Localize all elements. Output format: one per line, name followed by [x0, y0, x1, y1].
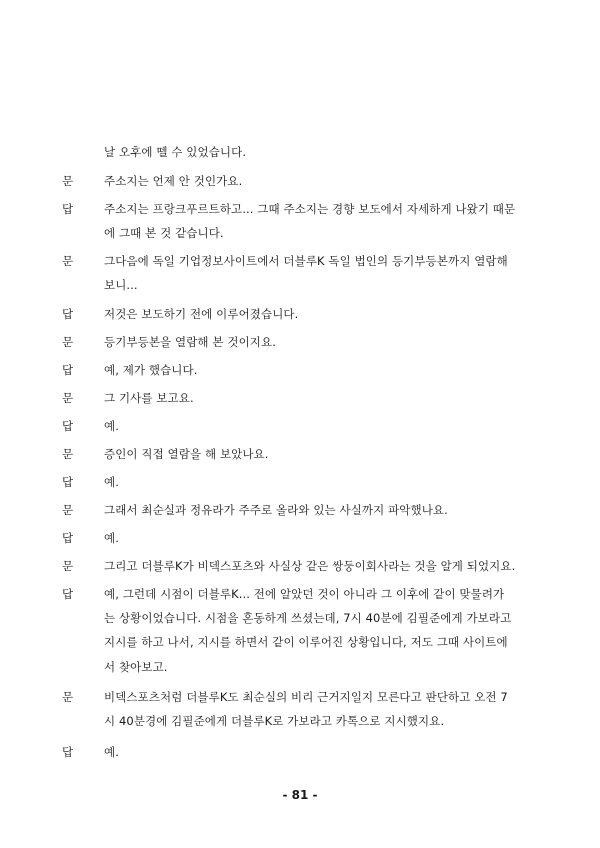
transcript-line: 지시를 하고 나서, 지시를 하면서 같이 이루어진 상황입니다, 저도 그때 사이트에 [104, 635, 508, 649]
transcript-line: 그다음에 독일 기업정보사이트에서 더블루K 독일 법인의 등기부등본까지 열람해 [104, 254, 508, 268]
speaker-label: 답 [62, 475, 74, 489]
speaker-label: 답 [62, 307, 74, 321]
speaker-label: 문 [62, 335, 74, 349]
speaker-label: 문 [62, 559, 74, 573]
speaker-label: 답 [62, 363, 74, 377]
transcript-line: 예. [104, 419, 119, 433]
transcript-line: 는 상황이었습니다. 시점을 혼동하게 쓰셨는데, 7시 40분에 김필준에게 가보라고 [104, 611, 512, 625]
transcript-line: 예, 그런데 시점이 더블루K... 전에 알았던 것이 아니라 그 이후에 같이 맞물려가 [104, 587, 505, 601]
speaker-label: 문 [62, 174, 74, 188]
transcript-line: 저것은 보도하기 전에 이루어졌습니다. [104, 307, 299, 321]
transcript-line: 에 그때 본 것 같습니다. [104, 226, 224, 240]
transcript-line: 보니... [104, 278, 138, 292]
speaker-label: 답 [62, 419, 74, 433]
page-number: - 81 - [282, 788, 318, 802]
transcript-line: 그래서 최순실과 정유라가 주주로 올라와 있는 사실까지 파악했나요. [104, 503, 448, 517]
transcript-line: 예, 제가 했습니다. [104, 363, 198, 377]
transcript-line: 시 40분경에 김필준에게 더블루K로 가보라고 카톡으로 지시했지요. [104, 714, 445, 728]
transcript-line: 증인이 직접 열람을 해 보았나요. [104, 447, 269, 461]
transcript-line: 주소지는 프랑크푸르트하고... 그때 주소지는 경향 보도에서 자세하게 나왔기 때문 [104, 202, 516, 216]
transcript-line: 비덱스포츠처럼 더블루K도 최순실의 비리 근거지일지 모른다고 판단하고 오전 7 [104, 690, 508, 704]
transcript-line: 주소지는 언제 안 것인가요. [104, 174, 243, 188]
transcript-line: 등기부등본을 열람해 본 것이지요. [104, 335, 276, 349]
speaker-label: 답 [62, 202, 74, 216]
transcript-line: 그 기사를 보고요. [104, 391, 194, 405]
transcript-line: 서 찾아보고. [104, 660, 168, 674]
transcript-line: 예. [104, 475, 119, 489]
transcript-line: 날 오후에 뗄 수 있었습니다. [104, 145, 247, 159]
speaker-label: 답 [62, 587, 74, 601]
speaker-label: 문 [62, 503, 74, 517]
speaker-label: 문 [62, 690, 74, 704]
transcript-line: 예. [104, 531, 119, 545]
transcript-line: 예. [104, 745, 119, 759]
transcript-line: 그리고 더블루K가 비덱스포츠와 사실상 같은 쌍둥이회사라는 것을 알게 되었지요. [104, 559, 516, 573]
speaker-label: 문 [62, 447, 74, 461]
speaker-label: 문 [62, 254, 74, 268]
speaker-label: 문 [62, 391, 74, 405]
speaker-label: 답 [62, 531, 74, 545]
speaker-label: 답 [62, 745, 74, 759]
